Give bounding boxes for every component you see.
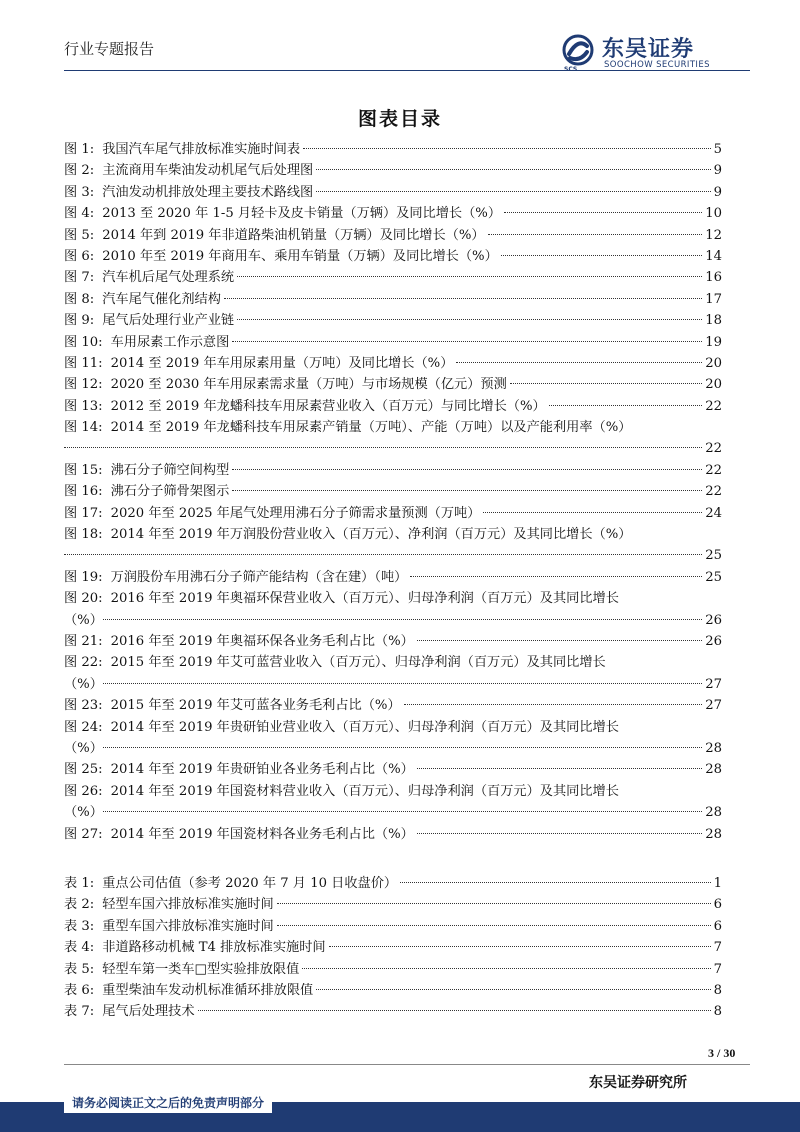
toc-entry-number: 图 23: [64,698,103,714]
toc-entry-continuation[interactable] [64,802,722,823]
toc-entry-title: 主流商用车柴油发动机尾气后处理图 [102,163,314,179]
toc-entry[interactable] [64,396,722,417]
toc-entry[interactable] [64,374,722,395]
toc-entry-page: 20 [705,377,722,393]
toc-entry[interactable] [64,310,722,331]
toc-entry[interactable] [64,160,722,181]
toc-entry-title: 汽油发动机排放处理主要技术路线图 [102,184,314,200]
toc-entry-title: 汽车尾气催化剂结构 [102,291,221,307]
toc-entry-page: 8 [713,982,722,998]
toc-entry-number: 表 4: [64,940,95,956]
toc-entry-title: 轻型车国六排放标准实施时间 [102,897,274,913]
dot-leader [417,768,702,769]
toc-entry[interactable] [64,481,722,502]
toc-entry[interactable] [64,503,722,524]
dot-leader [501,255,702,256]
toc-entry-number: 表 7: [64,1004,95,1020]
toc-entry-number: 表 3: [64,918,95,934]
toc-entry-number: 图 2: [64,163,95,179]
toc-entry-number: 图 21: [64,633,103,649]
toc-entry-page: 26 [705,612,722,628]
toc-entry-page: 16 [705,270,722,286]
toc-entry-page: 28 [705,740,722,756]
toc-entry-number: 表 5: [64,961,95,977]
dot-leader [277,903,711,904]
toc-entry-title: 2013 至 2020 年 1-5 月轻卡及皮卡销量（万辆）及同比增长（%） [102,206,502,222]
dot-leader [103,747,702,748]
toc-entry-page: 9 [713,163,722,179]
toc-entry-title: 2015 年至 2019 年艾可蓝营业收入（百万元）、归母净利润（百万元）及其同比增长 [110,655,606,671]
dot-leader [198,1010,711,1011]
toc-entry-number: 图 14: [64,420,103,436]
toc-entry-title: 2010 年至 2019 年商用车、乘用车销量（万辆）及同比增长（%） [102,248,498,264]
toc-entry-title: 2014 年至 2019 年贵研铂业各业务毛利占比（%） [110,762,414,778]
toc-entry[interactable] [64,959,722,980]
toc-entry-page: 17 [705,291,722,307]
dot-leader [232,341,702,342]
figure-list [64,139,722,845]
toc-entry-continuation[interactable] [64,438,722,459]
toc-entry-number: 图 18: [64,527,103,543]
toc-entry-page: 7 [713,940,722,956]
dot-leader [103,619,702,620]
dot-leader [456,362,702,363]
toc-entry-page: 24 [705,505,722,521]
toc-entry[interactable] [64,916,722,937]
dot-leader [488,234,703,235]
logo-english-name: SOOCHOW SECURITIES [604,60,710,70]
toc-entry-title: 沸石分子筛骨架图示 [110,484,230,500]
toc-entry-title: 2014 至 2019 年车用尿素用量（万吨）及同比增长（%） [110,355,454,371]
toc-entry-number: 图 10: [64,334,103,350]
toc-entry-number: 表 2: [64,897,95,913]
toc-entry[interactable] [64,781,722,802]
toc-entry-continuation[interactable] [64,610,722,631]
toc-entry-page: 5 [713,142,722,157]
dot-leader [510,383,702,384]
toc-entry[interactable] [64,937,722,958]
toc-entry-title: （%） [64,740,103,756]
toc-entry-title: 重型柴油车发动机标准循环排放限值 [102,982,314,998]
toc-entry-page: 28 [705,805,722,821]
toc-entry-title: 尾气后处理技术 [102,1004,195,1020]
toc-entry-title: 尾气后处理行业产业链 [102,313,235,329]
toc-entry-title: 重点公司估值（参考 2020 年 7 月 10 日收盘价） [102,876,398,891]
toc-entry[interactable] [64,980,722,1001]
toc-entry[interactable] [64,717,722,738]
toc-entry-page: 27 [705,698,722,714]
toc-title: 图表目录 [357,108,442,130]
dot-leader [232,490,702,491]
dot-leader [64,554,702,555]
toc-entry[interactable] [64,203,722,224]
toc-entry-number: 图 27: [64,826,103,842]
toc-entry-page: 7 [713,961,722,977]
toc-entry-number: 图 15: [64,462,103,478]
toc-entry-title: 2014 至 2019 年龙蟠科技车用尿素产销量（万吨）、产能（万吨）以及产能利用率（%） [110,420,632,436]
toc-entry-page: 25 [705,569,722,585]
dot-leader [329,946,711,947]
dot-leader [64,447,702,448]
toc-entry-title: 非道路移动机械 T4 排放标准实施时间 [102,940,326,956]
toc-entry-page: 22 [705,484,722,500]
dot-leader [404,704,703,705]
toc-entry-title: 2014 年至 2019 年国瓷材料各业务毛利占比（%） [110,826,414,842]
toc-entry-number: 图 19: [64,569,103,585]
toc-entry-number: 表 1: [64,876,95,891]
toc-entry-number: 图 22: [64,655,103,671]
header-divider [64,70,750,71]
toc-entry-title: 2015 年至 2019 年艾可蓝各业务毛利占比（%） [110,698,401,714]
toc-entry[interactable] [64,894,722,915]
toc-entry-page: 28 [705,762,722,778]
dot-leader [232,469,702,470]
toc-entry-title: 我国汽车尾气排放标准实施时间表 [102,142,301,157]
toc-entry-title: 2020 年至 2025 年尾气处理用沸石分子筛需求量预测（万吨） [110,505,481,521]
toc-entry[interactable] [64,695,722,716]
table-list [64,873,722,1023]
toc-entry-title: （%） [64,805,103,821]
toc-entry-page: 27 [705,676,722,692]
toc-entry[interactable] [64,873,722,894]
toc-entry[interactable] [64,824,722,845]
toc-entry-number: 表 6: [64,982,95,998]
dot-leader [316,191,710,192]
toc-entry[interactable] [64,588,722,609]
toc-entry[interactable] [64,139,722,160]
toc-entry-title: 2012 至 2019 年龙蟠科技车用尿素营业收入（百万元）与同比增长（%） [110,398,546,414]
dot-leader [410,576,702,577]
toc-entry[interactable] [64,246,722,267]
toc-entry-page: 19 [705,334,722,350]
toc-entry-title: 2016 年至 2019 年奥福环保营业收入（百万元）、归母净利润（百万元）及其同比增长 [110,591,619,607]
toc-entry-title: 2014 年至 2019 年万润股份营业收入（百万元）、净利润（百万元）及其同比增长（%） [110,527,632,543]
toc-entry-continuation[interactable] [64,738,722,759]
toc-entry-number: 图 9: [64,313,95,329]
page-number: 3 / 30 [708,1046,736,1060]
toc-entry[interactable] [64,225,722,246]
toc-entry-page: 6 [713,918,722,934]
dot-leader [237,276,702,277]
disclaimer-notice: 请务必阅读正文之后的免责声明部分 [64,1092,272,1113]
toc-entry-number: 图 1: [64,142,95,157]
toc-entry-title: （%） [64,676,103,692]
toc-entry[interactable] [64,1001,722,1022]
toc-entry-title: 2014 年至 2019 年贵研铂业营业收入（百万元）、归母净利润（百万元）及其同比增长 [110,719,619,735]
toc-entry-page: 26 [705,633,722,649]
toc-entry[interactable] [64,524,722,545]
toc-entry-number: 图 16: [64,484,103,500]
soochow-logo-icon [560,34,596,70]
dot-leader [417,833,702,834]
toc-entry-page: 8 [713,1004,722,1020]
toc-entry-title: 2016 年至 2019 年奥福环保各业务毛利占比（%） [110,633,414,649]
dot-leader [417,640,702,641]
toc-entry-number: 图 20: [64,591,103,607]
toc-entry-number: 图 26: [64,783,103,799]
toc-entry-page: 28 [705,826,722,842]
toc-entry-title: 重型车国六排放标准实施时间 [102,918,274,934]
toc-entry-page: 12 [705,227,722,243]
institute-name: 东吴证券研究所 [589,1075,687,1091]
toc-entry-title: 万润股份车用沸石分子筛产能结构（含在建）（吨） [110,569,408,585]
toc-entry-number: 图 11: [64,355,103,371]
toc-entry-title: （%） [64,612,103,628]
toc-entry-page: 10 [705,206,722,222]
toc-entry[interactable] [64,182,722,203]
toc-entry-number: 图 7: [64,270,95,286]
toc-entry-page: 22 [705,462,722,478]
dot-leader [316,989,710,990]
toc-entry-number: 图 25: [64,762,103,778]
toc-entry-number: 图 24: [64,719,103,735]
toc-entry-page: 6 [713,897,722,913]
dot-leader [103,811,702,812]
dot-leader [303,148,711,149]
toc-entry-number: 图 3: [64,184,95,200]
toc-entry[interactable] [64,289,722,310]
toc-entry-number: 图 17: [64,505,103,521]
dot-leader [483,512,702,513]
footer-divider [64,1064,750,1065]
toc-entry-title: 2014 年到 2019 年非道路柴油机销量（万辆）及同比增长（%） [102,227,485,243]
toc-entry-title: 沸石分子筛空间构型 [110,462,230,478]
dot-leader [549,405,703,406]
toc-entry-number: 图 4: [64,206,95,222]
toc-entry-number: 图 5: [64,227,95,243]
toc-entry-title: 2014 年至 2019 年国瓷材料营业收入（百万元）、归母净利润（百万元）及其同比增长 [110,783,619,799]
toc-entry[interactable] [64,332,722,353]
toc-entry-page: 18 [705,313,722,329]
dot-leader [103,683,702,684]
toc-entry[interactable] [64,460,722,481]
toc-entry[interactable] [64,652,722,673]
dot-leader [277,925,711,926]
dot-leader [316,169,710,170]
dot-leader [302,968,710,969]
dot-leader [504,212,702,213]
toc-entry-page: 9 [713,184,722,200]
toc-entry-number: 图 8: [64,291,95,307]
toc-entry-number: 图 12: [64,377,103,393]
toc-entry-page: 25 [705,548,722,564]
toc-entry-continuation[interactable] [64,674,722,695]
toc-entry-number: 图 13: [64,398,103,414]
dot-leader [224,298,702,299]
report-type-label: 行业专题报告 [64,40,155,58]
toc-entry[interactable] [64,353,722,374]
toc-entry-title: 车用尿素工作示意图 [110,334,230,350]
toc-entry-page: 1 [713,876,722,891]
toc-entry-page: 22 [705,441,722,457]
toc-entry[interactable] [64,759,722,780]
toc-entry-title: 轻型车第一类车□型实验排放限值 [102,961,300,977]
dot-leader [237,319,702,320]
logo-chinese-name: 东吴证券 [602,37,695,62]
toc-entry-page: 22 [705,398,722,414]
toc-entry[interactable] [64,267,722,288]
toc-entry-number: 图 6: [64,248,95,264]
toc-entry-title: 2020 至 2030 年车用尿素需求量（万吨）与市场规模（亿元）预测 [110,377,507,393]
toc-entry[interactable] [64,631,722,652]
toc-entry-title: 汽车机后尾气处理系统 [102,270,235,286]
dot-leader [400,882,711,883]
toc-entry[interactable] [64,567,722,588]
toc-entry-page: 14 [705,248,722,264]
toc-entry-continuation[interactable] [64,545,722,566]
toc-entry-page: 20 [705,355,722,371]
toc-entry[interactable] [64,417,722,438]
page-header [64,32,740,78]
